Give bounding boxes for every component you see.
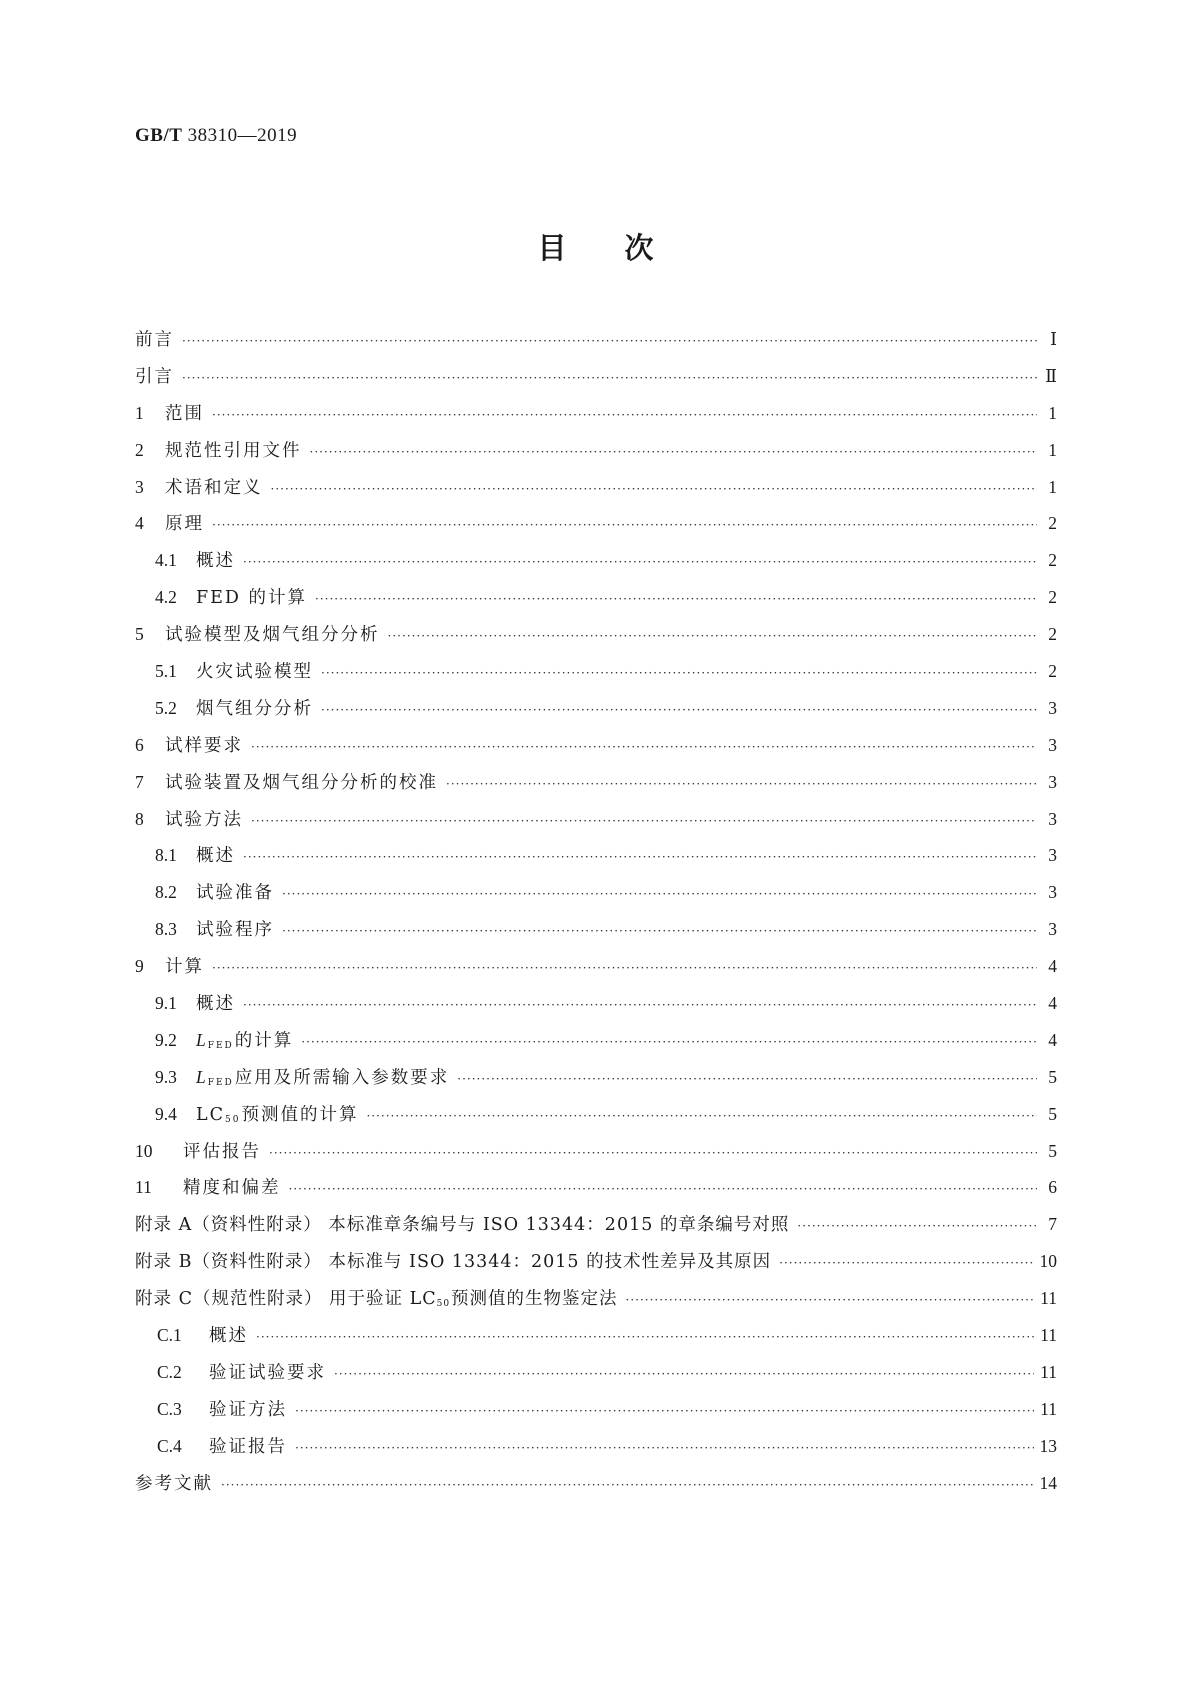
toc-subentry[interactable] <box>135 842 1057 879</box>
standard-code <box>135 125 297 147</box>
toc-leader <box>282 924 1037 938</box>
toc-subentry[interactable] <box>135 658 1057 695</box>
toc-leader <box>446 777 1037 791</box>
toc-entry-label: 验证试验要求 <box>209 1362 326 1383</box>
standard-code-prefix: GB/T <box>135 125 183 146</box>
toc-entry-number: 1 <box>135 402 144 423</box>
toc-entry-label: 试验模型及烟气组分分析 <box>165 625 380 646</box>
toc-entry-label: 原理 <box>165 514 204 535</box>
toc-entry[interactable] <box>135 953 1057 990</box>
symbol-text: L <box>196 1029 208 1050</box>
toc-leader <box>271 482 1038 496</box>
toc-leader <box>779 1256 1033 1270</box>
toc-subentry[interactable] <box>135 1101 1057 1138</box>
toc-leader <box>256 1330 1034 1344</box>
toc-entry-label: 参考文献 <box>135 1473 213 1494</box>
toc-entry-number: 8.2 <box>155 882 177 903</box>
toc-entry-page: 2 <box>1048 513 1057 534</box>
toc-subentry[interactable] <box>135 916 1057 953</box>
toc-subentry[interactable] <box>135 1396 1057 1433</box>
toc-entry-page: 5 <box>1048 1103 1057 1124</box>
toc-entry-label: 规范性引用文件 <box>165 440 302 461</box>
toc-entry-label: 火灾试验模型 <box>196 662 313 683</box>
toc-leader <box>295 1441 1034 1455</box>
label-rest: 应用及所需输入参数要求 <box>234 1067 450 1088</box>
toc-entry[interactable] <box>135 510 1057 547</box>
toc-entry-page: 14 <box>1039 1472 1057 1493</box>
toc-leader <box>315 592 1037 606</box>
toc-entry-page: 2 <box>1048 587 1057 608</box>
toc-entry-page: 11 <box>1040 1325 1057 1346</box>
toc-entry-page: 3 <box>1048 808 1057 829</box>
toc-leader <box>251 814 1037 828</box>
toc-entry-label: 评估报告 <box>183 1141 261 1162</box>
toc-subentry[interactable] <box>135 547 1057 584</box>
standard-code-number: 38310—2019 <box>187 125 298 146</box>
toc-entry-number: 10 <box>135 1140 153 1161</box>
toc-leader <box>243 555 1037 569</box>
toc-entry-page: 3 <box>1048 771 1057 792</box>
toc-entry-page: 4 <box>1048 993 1057 1014</box>
toc-entry-number: 4 <box>135 513 144 534</box>
toc-entry-number: 9 <box>135 956 144 977</box>
toc-entry-number: 3 <box>135 476 144 497</box>
toc-entry[interactable] <box>135 806 1057 843</box>
toc-subentry[interactable] <box>135 1433 1057 1470</box>
toc-entry-page: 3 <box>1048 919 1057 940</box>
toc-entry[interactable] <box>135 732 1057 769</box>
toc-entry-page: 2 <box>1048 624 1057 645</box>
toc-entry-number: 4.1 <box>155 550 177 571</box>
toc-entry-number: 9.4 <box>155 1103 177 1124</box>
toc-entry-label: 精度和偏差 <box>183 1178 281 1199</box>
toc-leader <box>289 1182 1038 1196</box>
toc-entry-page: 13 <box>1039 1435 1057 1456</box>
toc-entry-page: 10 <box>1039 1251 1057 1272</box>
toc-entry[interactable] <box>135 769 1057 806</box>
toc-leader <box>366 1109 1037 1123</box>
toc-entry-label: 范围 <box>165 403 204 424</box>
toc-leader <box>797 1219 1037 1233</box>
toc-entry-label <box>196 1101 358 1126</box>
toc-entry[interactable] <box>135 621 1057 658</box>
toc-entry-page: 2 <box>1048 550 1057 571</box>
symbol-text: LC <box>196 1104 226 1125</box>
toc-entry-number: 7 <box>135 771 144 792</box>
toc-entry-label: 概述 <box>196 551 235 572</box>
toc-entry-label: 试样要求 <box>165 735 243 756</box>
toc-entry-number: 11 <box>135 1177 152 1198</box>
toc-entry-page: 1 <box>1048 402 1057 423</box>
toc-leader <box>321 666 1037 680</box>
toc-subentry[interactable] <box>135 1322 1057 1359</box>
toc-entry-label <box>196 1027 293 1052</box>
toc-entry-number: 6 <box>135 734 144 755</box>
toc-leader <box>282 887 1037 901</box>
toc-subentry[interactable] <box>135 584 1057 621</box>
toc-leader <box>243 850 1037 864</box>
toc-entry-number: C.2 <box>157 1361 182 1382</box>
toc-entry-page: 4 <box>1048 1029 1057 1050</box>
toc-entry-label: 概述 <box>209 1326 248 1347</box>
symbol-text: L <box>196 1066 208 1087</box>
toc-entry-page: 4 <box>1048 956 1057 977</box>
toc-entry-label: 试验装置及烟气组分分析的校准 <box>165 772 438 793</box>
toc-entry-page: 5 <box>1048 1066 1057 1087</box>
toc-entry-number: C.3 <box>157 1398 182 1419</box>
toc-entry-label: 术语和定义 <box>165 477 263 498</box>
symbol-subscript: FED <box>207 1040 234 1051</box>
toc-entry[interactable] <box>135 474 1057 511</box>
toc-leader <box>301 1035 1037 1049</box>
toc-entry-label: 前言 <box>135 330 174 350</box>
toc-leader <box>310 445 1038 459</box>
toc-leader <box>182 334 1037 348</box>
symbol-subscript: FED <box>207 1077 234 1088</box>
toc-entry-label: 引言 <box>135 366 174 387</box>
toc-leader <box>251 740 1037 754</box>
toc-subentry[interactable] <box>135 990 1057 1027</box>
toc-entry-label: 烟气组分分析 <box>196 698 313 719</box>
toc-leader <box>212 518 1037 532</box>
toc-entry-page: 6 <box>1048 1177 1057 1198</box>
table-of-contents <box>135 326 1057 1507</box>
toc-entry-label: 概述 <box>196 994 235 1015</box>
toc-entry-label: 概述 <box>196 846 235 867</box>
toc-entry-label: 计算 <box>165 957 204 978</box>
toc-entry-page: 5 <box>1048 1140 1057 1161</box>
toc-leader <box>221 1478 1034 1492</box>
toc-entry-number: 5.2 <box>155 697 177 718</box>
toc-entry-page: 1 <box>1048 476 1057 497</box>
toc-entry-appendix-c[interactable] <box>135 1285 1057 1322</box>
toc-entry[interactable] <box>135 437 1057 474</box>
toc-entry-number: 9.3 <box>155 1066 177 1087</box>
toc-entry-page: Ⅱ <box>1045 365 1057 386</box>
toc-subentry[interactable] <box>135 1027 1057 1064</box>
toc-leader <box>212 408 1037 422</box>
toc-entry-foreword[interactable] <box>135 326 1057 363</box>
toc-entry-page: 1 <box>1048 439 1057 460</box>
toc-entry-label: 附录 B（资料性附录） 本标准与 ISO 13344：2015 的技术性差异及其原因 <box>135 1252 772 1273</box>
page-title: 目次 <box>537 231 712 265</box>
toc-entry-introduction[interactable] <box>135 363 1057 400</box>
toc-entry-label: FED 的计算 <box>196 588 308 609</box>
toc-entry-number: 8.1 <box>155 845 177 866</box>
toc-subentry[interactable] <box>135 879 1057 916</box>
label-rest: 的计算 <box>234 1030 294 1051</box>
toc-entry-label <box>135 1285 618 1310</box>
toc-entry-appendix-b[interactable] <box>135 1248 1057 1285</box>
toc-entry-label: 验证方法 <box>209 1399 287 1420</box>
symbol-subscript: 50 <box>436 1299 451 1310</box>
toc-entry-page: 11 <box>1040 1361 1057 1382</box>
toc-entry-number: 8 <box>135 808 144 829</box>
symbol-subscript: 50 <box>225 1114 241 1125</box>
toc-entry-label: 试验方法 <box>165 809 243 830</box>
toc-leader <box>243 998 1037 1012</box>
toc-entry[interactable] <box>135 1138 1057 1175</box>
toc-entry-page: 11 <box>1040 1288 1057 1309</box>
toc-entry-page: 3 <box>1048 882 1057 903</box>
toc-entry-label: 验证报告 <box>209 1436 287 1457</box>
toc-leader <box>388 629 1038 643</box>
toc-entry-number: 5 <box>135 624 144 645</box>
toc-entry-page: Ⅰ <box>1050 329 1057 349</box>
toc-entry-appendix-a[interactable] <box>135 1211 1057 1248</box>
toc-entry-page: 3 <box>1048 734 1057 755</box>
toc-leader <box>182 371 1037 385</box>
toc-entry-number: 2 <box>135 439 144 460</box>
toc-leader <box>269 1146 1037 1160</box>
toc-entry-number: 9.2 <box>155 1029 177 1050</box>
toc-leader <box>334 1367 1034 1381</box>
toc-subentry[interactable] <box>135 695 1057 732</box>
toc-entry-number: 8.3 <box>155 919 177 940</box>
toc-entry-label <box>196 1064 449 1089</box>
label-rest: 预测值的生物鉴定法 <box>451 1289 618 1310</box>
toc-entry-label: 附录 A（资料性附录） 本标准章条编号与 ISO 13344：2015 的章条编号对照 <box>135 1215 790 1236</box>
toc-entry[interactable] <box>135 400 1057 437</box>
toc-entry[interactable] <box>135 1174 1057 1211</box>
label-rest: 预测值的计算 <box>241 1104 359 1125</box>
toc-entry-number: C.1 <box>157 1325 182 1346</box>
toc-entry-number: 9.1 <box>155 993 177 1014</box>
toc-subentry[interactable] <box>135 1359 1057 1396</box>
toc-leader <box>626 1293 1035 1307</box>
toc-entry-page: 3 <box>1048 697 1057 718</box>
toc-entry-number: C.4 <box>157 1435 182 1456</box>
toc-entry-number: 4.2 <box>155 587 177 608</box>
toc-entry-page: 3 <box>1048 845 1057 866</box>
toc-leader <box>457 1072 1037 1086</box>
toc-entry-number: 5.1 <box>155 661 177 682</box>
symbol-text: LC <box>409 1289 437 1310</box>
toc-leader <box>321 703 1037 717</box>
toc-entry-label: 试验程序 <box>196 920 274 941</box>
label-prefix: 附录 C（规范性附录） 用于验证 <box>135 1289 410 1310</box>
toc-leader <box>295 1404 1034 1418</box>
toc-entry-references[interactable] <box>135 1470 1057 1507</box>
toc-subentry[interactable] <box>135 1064 1057 1101</box>
toc-entry-page: 11 <box>1040 1398 1057 1419</box>
toc-leader <box>212 961 1037 975</box>
toc-entry-page: 7 <box>1048 1214 1057 1235</box>
toc-entry-label: 试验准备 <box>196 883 274 904</box>
toc-entry-page: 2 <box>1048 661 1057 682</box>
